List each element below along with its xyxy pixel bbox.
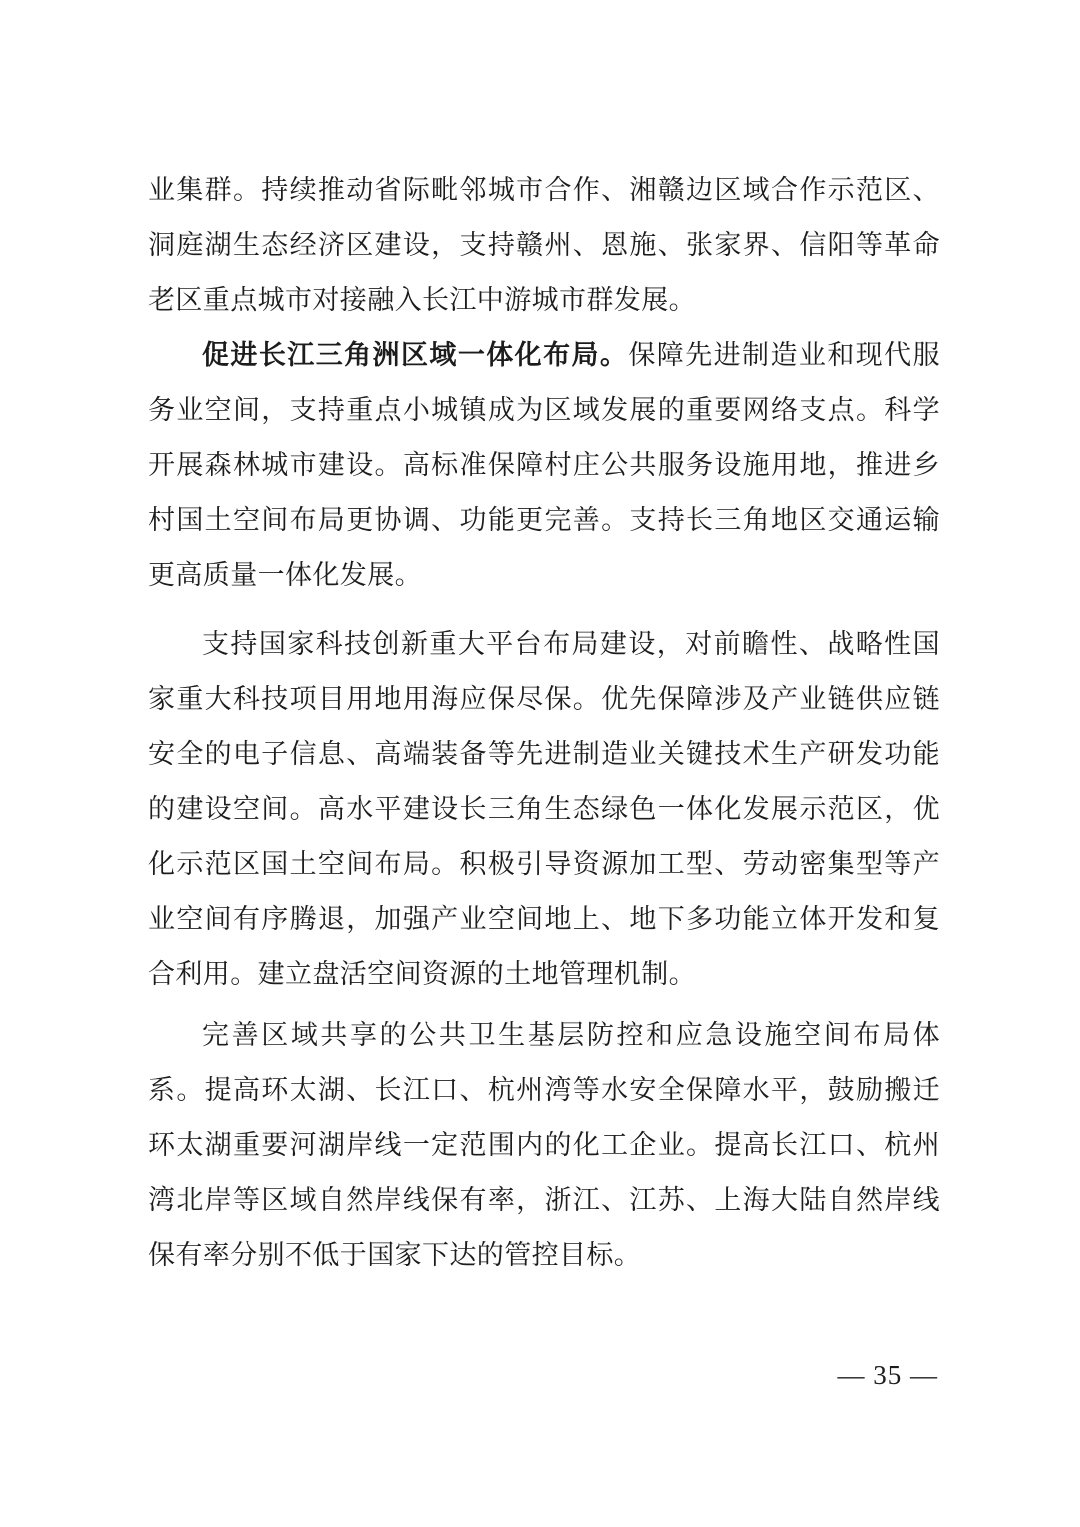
paragraph-sci-tech bbox=[148, 617, 940, 1002]
paragraph-text: 支持国家科技创新重大平台布局建设，对前瞻性、战略性国家重大科技项目用地用海应保尽保。优先保障涉及产业链供应链安全的电子信息、高端装备等先进制造业关键技术生产研发功能的建设空间。高水平建设长三角生态绿色一体化发展示范区，优化示范区国土空间布局。积极引导资源加工型、劳动密集型等产业空间有序腾退，加强产业空间地上、地下多功能立体开发和复合利用。建立盘活空间资源的土地管理机制。 bbox=[148, 629, 940, 989]
paragraph-yangtze-delta bbox=[148, 328, 940, 603]
paragraph-public-health bbox=[148, 1008, 940, 1283]
page-footer bbox=[148, 1357, 938, 1393]
document-body bbox=[148, 163, 940, 1283]
paragraph-bold-lead: 促进长江三角洲区域一体化布局。 bbox=[202, 340, 629, 370]
paragraph-text: 业集群。持续推动省际毗邻城市合作、湘赣边区域合作示范区、洞庭湖生态经济区建设，支持赣州、恩施、张家界、信阳等革命老区重点城市对接融入长江中游城市群发展。 bbox=[148, 175, 940, 315]
paragraph-text: 保障先进制造业和现代服务业空间，支持重点小城镇成为区域发展的重要网络支点。科学开展森林城市建设。高标准保障村庄公共服务设施用地，推进乡村国土空间布局更协调、功能更完善。支持长三角地区交通运输更高质量一体化发展。 bbox=[148, 340, 940, 590]
paragraph-continuation bbox=[148, 163, 940, 328]
page-number: — 35 — bbox=[837, 1360, 938, 1390]
paragraph-text: 完善区域共享的公共卫生基层防控和应急设施空间布局体系。提高环太湖、长江口、杭州湾等水安全保障水平，鼓励搬迁环太湖重要河湖岸线一定范围内的化工企业。提高长江口、杭州湾北岸等区域自然岸线保有率，浙江、江苏、上海大陆自然岸线保有率分别不低于国家下达的管控目标。 bbox=[148, 1020, 940, 1270]
